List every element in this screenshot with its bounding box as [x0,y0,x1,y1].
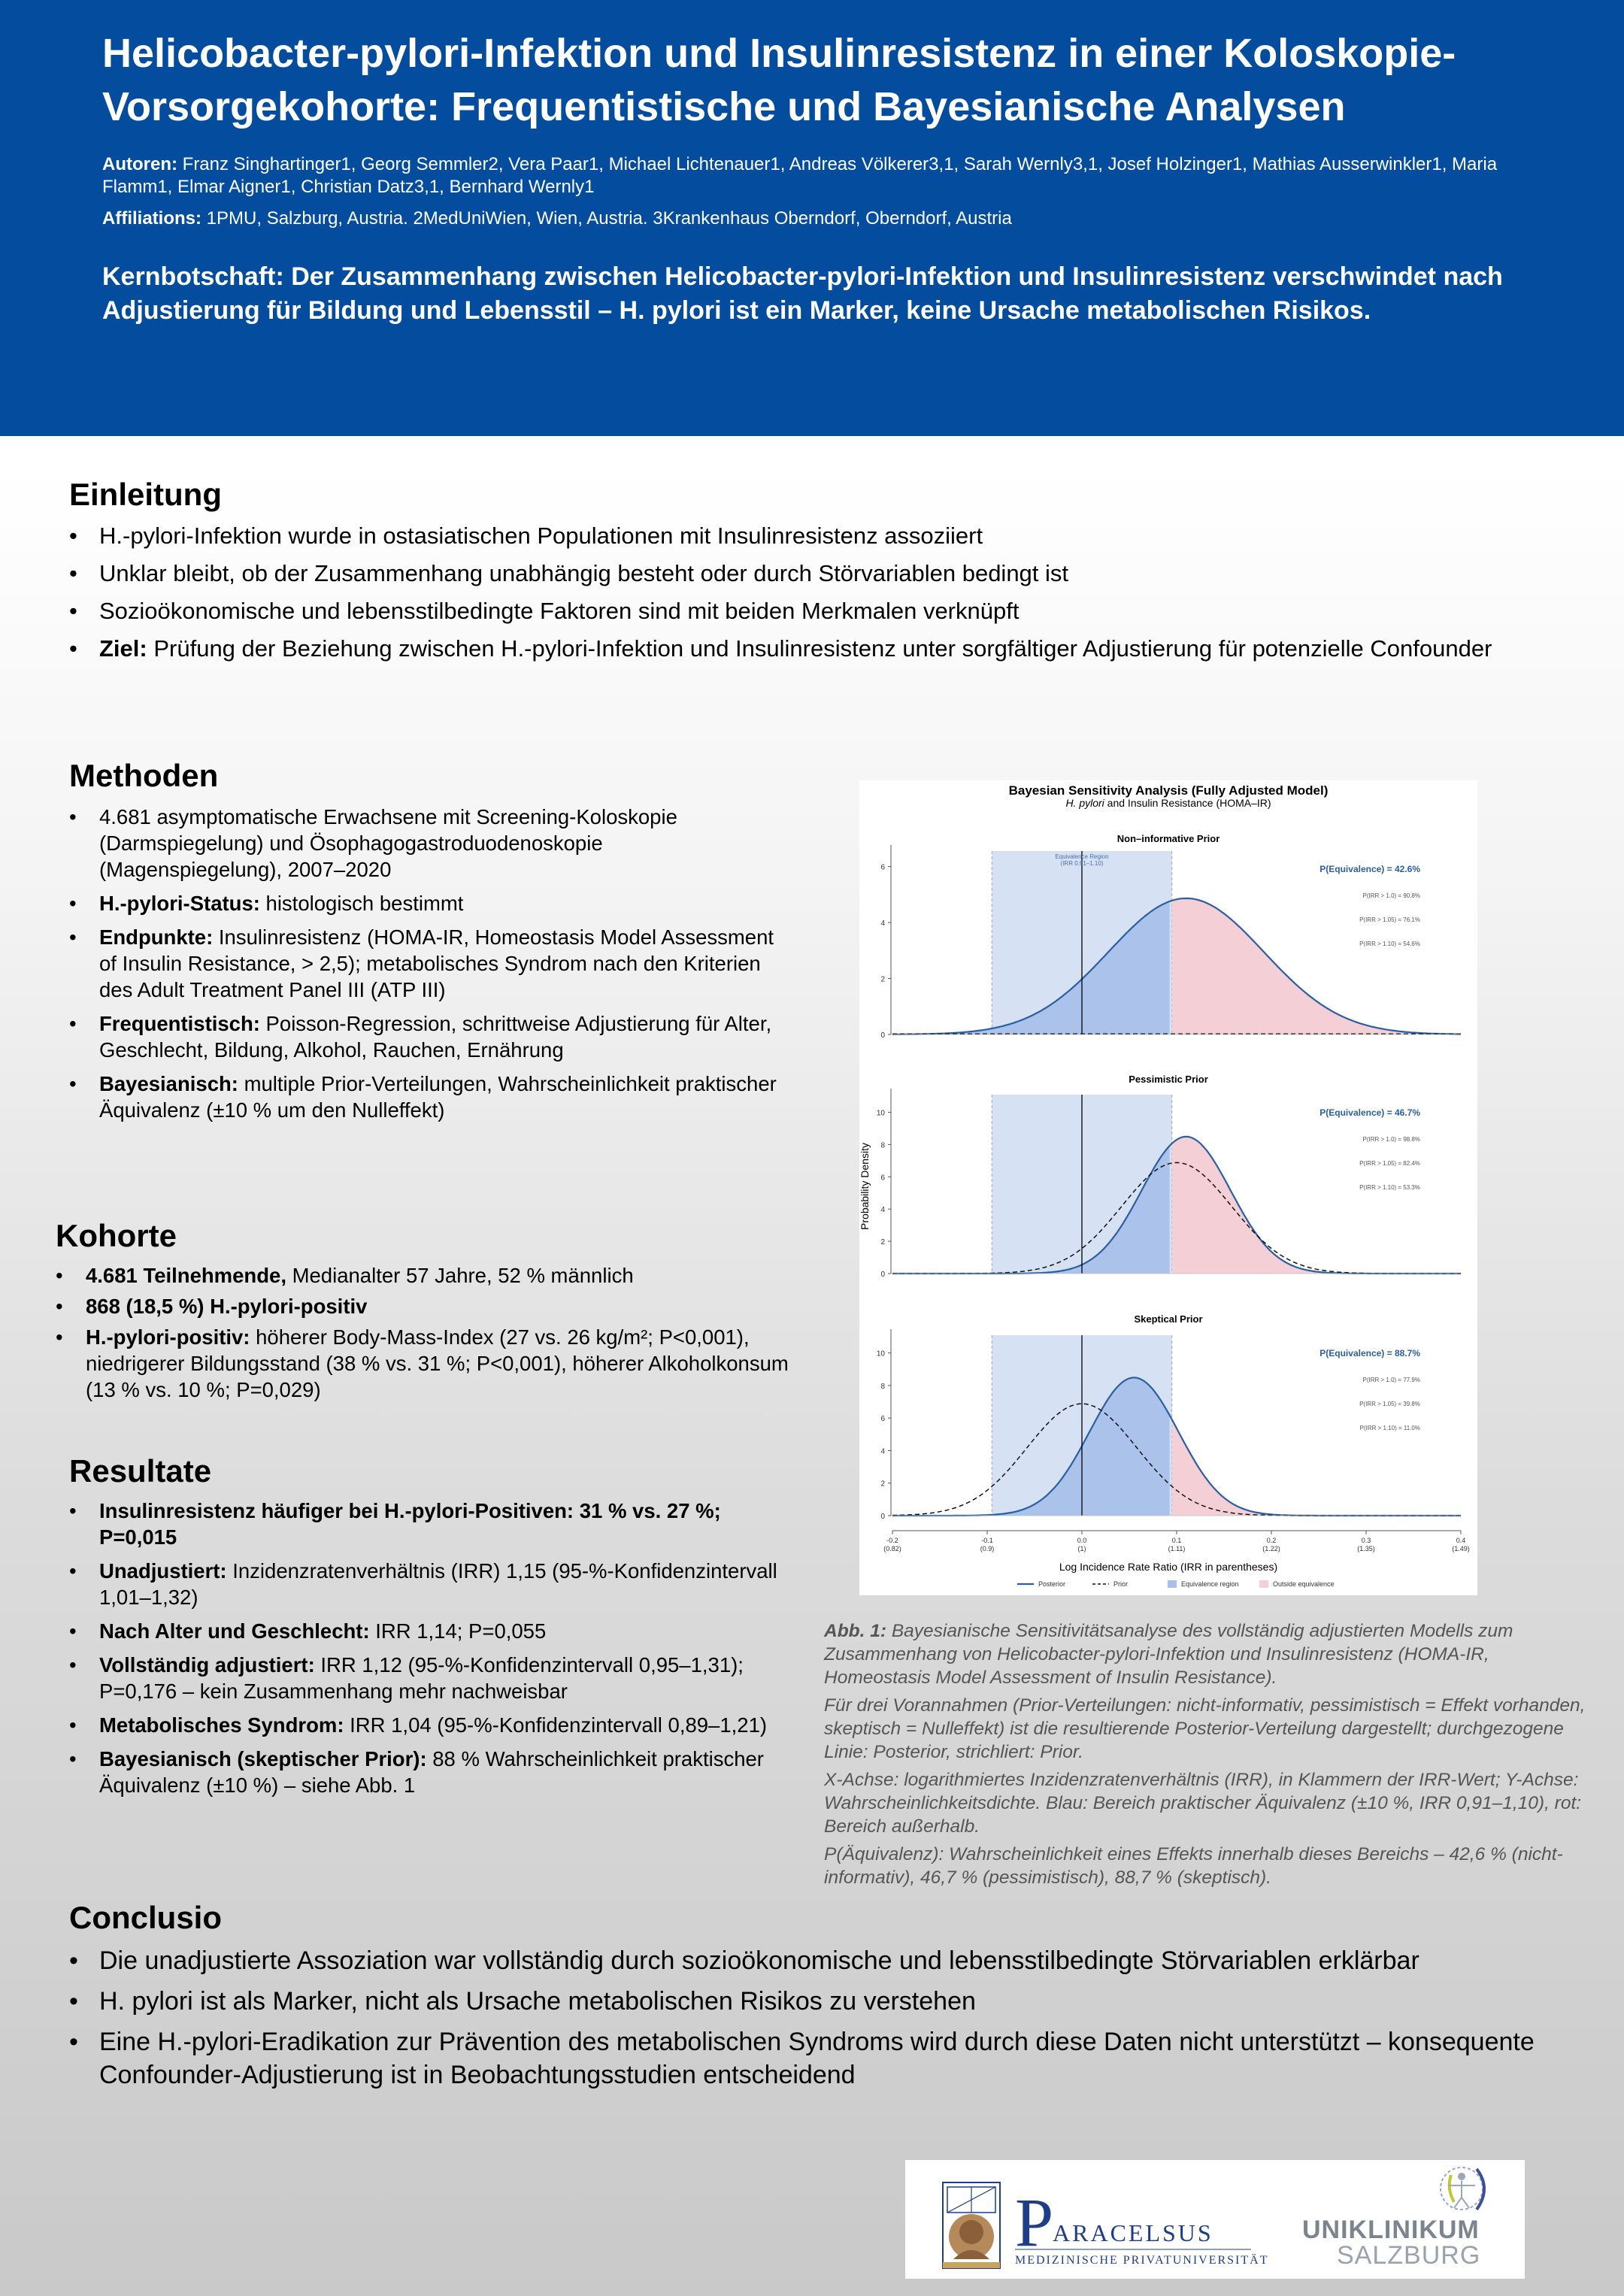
list-item [69,1010,791,1063]
y-tick-label: 2 [880,975,885,984]
y-tick-label: 0 [880,1271,885,1279]
list-item [69,633,1498,664]
y-tick-label: 6 [880,1415,885,1424]
x-tick-irr-label: (1.35) [1357,1545,1375,1552]
methoden-list [69,804,791,1131]
legend-outside-label: Outside equivalence [1273,1580,1335,1588]
y-tick-label: 4 [880,919,885,928]
probability-label: P(IRR > 1.10) = 53.3% [1359,1184,1420,1191]
x-tick-irr-label: (1) [1077,1545,1086,1552]
paracelsus-initial: P [1015,2184,1054,2261]
affiliations-label: Affiliations: [102,208,201,229]
item-label: 868 (18,5 %) H.-pylori-positiv [86,1295,368,1318]
legend-equivalence-label: Equivalence region [1181,1580,1239,1588]
figure-caption [824,1619,1591,1894]
affiliations-line [102,207,1549,230]
equivalence-label: (IRR 0.91–1.10) [1060,860,1104,867]
item-text: IRR 1,12 (95-%-Konfidenzintervall 0,95–1,31); P=0,176 – kein Zusammenhang mehr nachweisbar [99,1653,744,1703]
logos [905,2160,1525,2279]
item-text: 88 % Wahrscheinlichkeit praktischer Äquivalenz (±10 %) – siehe Abb. 1 [99,1747,764,1797]
figure-1 [859,780,1477,1595]
list-item [69,890,791,916]
p-equivalence-label: P(Equivalence) = 42.6% [1320,864,1420,874]
item-label: H.-pylori-Status: [99,892,260,915]
chart-legend [1017,1580,1335,1588]
x-tick-label: 0.2 [1266,1537,1277,1544]
caption-paragraph: P(Äquivalenz): Wahrscheinlichkeit eines Effekts innerhalb dieses Bereichs – 42,6 % (nicht-informativ), 46,7 % (pessimistisch), 88,7 % (skeptisch). [824,1844,1563,1888]
list-item [69,1558,791,1610]
item-label: Vollständig adjustiert: [99,1653,315,1677]
chart-panel [877,1074,1461,1279]
x-tick-irr-label: (1.11) [1168,1545,1186,1552]
item-text: Medianalter 57 Jahre, 52 % männlich [286,1264,634,1287]
x-axis-label: Log Incidence Rate Ratio (IRR in parentheses) [1059,1561,1278,1573]
uniklinikum-figure-icon [1441,2167,1484,2210]
uniklinikum-line1: UNIKLINIKUM [1302,2216,1480,2244]
list-item [56,1262,800,1289]
affiliations-text: 1PMU, Salzburg, Austria. 2MedUniWien, Wien, Austria. 3Krankenhaus Oberndorf, Oberndorf, Austria [206,208,1012,229]
y-tick-label: 6 [880,863,885,872]
item-text: IRR 1,04 (95-%-Konfidenzintervall 0,89–1,21) [344,1713,768,1737]
posterior-area-outside [1172,1137,1461,1274]
list-item: • Eine H.-pylori-Eradikation zur Prävention des metabolischen Syndroms wird durch diese Daten nicht unterstützt – konsequente Confounder-Adjustierung ist in Beobachtungsstudien entscheidend [69,2025,1558,2092]
item-text: Poisson-Regression, schrittweise Adjustierung für Alter, Geschlecht, Bildung, Alkohol, Rauchen, Ernährung [99,1012,772,1062]
probability-label: P(IRR > 1.05) = 82.4% [1359,1160,1420,1167]
item-label: Metabolisches Syndrom: [99,1713,344,1737]
legend-outside-swatch [1259,1580,1268,1588]
y-tick-label: 0 [880,1031,885,1040]
y-tick-label: 2 [880,1480,885,1489]
y-tick-label: 8 [880,1141,885,1150]
list-item [69,924,791,1003]
x-tick-irr-label: (0.9) [980,1545,995,1552]
panel-title: Non–informative Prior [1116,833,1220,844]
list-item [56,1293,800,1319]
x-tick-label: 0.0 [1077,1537,1087,1544]
list-item: • Die unadjustierte Assoziation war vollständig durch sozioökonomische und lebensstilbedingte Störvariablen erklärbar [69,1944,1558,1977]
list-item [69,1652,791,1704]
equivalence-label: Equivalence Region [1055,853,1109,860]
probability-label: P(IRR > 1.0) = 90.8% [1362,892,1420,899]
uniklinikum-line2: SALZBURG [1337,2241,1481,2270]
y-tick-label: 0 [880,1513,885,1521]
item-text: histologisch bestimmt [259,892,464,915]
y-tick-label: 4 [880,1206,885,1215]
item-label: Frequentistisch: [99,1012,260,1035]
list-item [69,1071,791,1123]
resultate-list [69,1498,791,1806]
list-item: • H.-pylori-Infektion wurde in ostasiatischen Populationen mit Insulinresistenz assoziiert [69,520,1498,551]
poster-header [0,0,1624,436]
p-equivalence-label: P(Equivalence) = 46.7% [1320,1107,1420,1118]
poster-title: Helicobacter-pylori-Infektion und Insulinresistenz in einer Koloskopie-Vorsorgekohorte: Frequentistische und Bayesianische Analysen [102,31,1456,129]
caption-text: Bayesianische Sensitivitätsanalyse des vollständig adjustierten Modells zum Zusammenhang von Helicobacter-pylori-Infektion und Insulinresistenz (HOMA-IR, Homeostasis Model Assessment of Insulin Resistance). [824,1621,1513,1688]
goal-label: Ziel: [99,635,147,662]
authors-label: Autoren: [102,154,177,174]
item-text: IRR 1,14; P=0,055 [369,1619,547,1643]
item-text: Insulinresistenz (HOMA-IR, Homeostasis Model Assessment of Insulin Resistance, > 2,5); metabolisches Syndrom nach den Kriterien des Adult Treatment Panel III (ATP III) [99,925,774,1001]
x-tick-label: -0.2 [886,1537,898,1544]
chart-panel [877,1313,1461,1521]
list-item [56,1324,800,1403]
caption-label: Abb. 1: [824,1621,887,1641]
item-text: Inzidenzratenverhältnis (IRR) 1,15 (95-%-Konfidenzintervall 1,01–1,32) [99,1559,777,1609]
item-label: Bayesianisch (skeptischer Prior): [99,1747,427,1770]
list-item [69,1618,791,1644]
item-label: Insulinresistenz häufiger bei H.-pylori-Positiven: 31 % vs. 27 %; P=0,015 [99,1499,721,1549]
list-item: • Sozioökonomische und lebensstilbedingte Faktoren sind mit beiden Merkmalen verknüpft [69,595,1498,626]
x-tick-irr-label: (1.49) [1452,1545,1470,1552]
probability-label: P(IRR > 1.05) = 76.1% [1359,916,1420,923]
x-axis [883,1531,1470,1552]
item-label: 4.681 Teilnehmende, [86,1264,286,1287]
caption-paragraph: Für drei Vorannahmen (Prior-Verteilungen: nicht-informativ, pessimistisch = Effekt vorhanden, skeptisch = Nulleffekt) ist die resultierende Posterior-Verteilung dargestellt; durchgezogene Linie: Posterior, strichliert: Prior. [824,1695,1586,1762]
logo-bar [905,2160,1525,2279]
chart-title: Bayesian Sensitivity Analysis (Fully Adjusted Model) [1008,783,1329,798]
einleitung-list [69,520,1498,671]
y-tick-label: 4 [880,1447,885,1456]
y-tick-label: 8 [880,1382,885,1391]
key-message: Kernbotschaft: Der Zusammenhang zwischen Helicobacter-pylori-Infektion und Insulinresistenz verschwindet nach Adjustierung für Bildung und Lebensstil – H. pylori ist ein Marker, keine Ursache metabolischen Risikos. [102,262,1503,325]
conclusio-heading: Conclusio [69,1900,223,1935]
chart-subtitle [1065,797,1271,809]
authors-text: Franz Singhartinger1, Georg Semmler2, Vera Paar1, Michael Lichtenauer1, Andreas Völkerer3,1, Sarah Wernly3,1, Josef Holzinger1, Mathias Ausserwinkler1, Maria Flamm1, Elmar Aigner1, Christian Datz3,1, Bernhard Wernly1 [102,154,1498,197]
y-tick-label: 2 [880,1238,885,1247]
authors-line [102,153,1549,198]
item-label: Bayesianisch: [99,1072,238,1095]
item-label: H.-pylori-positiv: [86,1325,250,1349]
caption-paragraph: X-Achse: logarithmiertes Inzidenzratenverhältnis (IRR), in Klammern der IRR-Wert; Y-Achse: Wahrscheinlichkeitsdichte. Blau: Bereich praktischer Äquivalenz (±10 %, IRR 0,91–1,10), rot: Bereich außerhalb. [824,1770,1582,1837]
chart-subtitle-italic: H. pylori [1065,797,1104,809]
caption-paragraph [824,1619,1591,1689]
kohorte-list [56,1262,800,1410]
legend-equivalence-swatch [1168,1580,1177,1588]
paracelsus-subtitle: MEDIZINISCHE PRIVATUNIVERSITÄT [1015,2254,1269,2267]
x-tick-label: -0.1 [981,1537,993,1544]
panel-title: Pessimistic Prior [1129,1074,1208,1085]
x-tick-label: 0.3 [1361,1537,1371,1544]
list-item [69,1746,791,1798]
paracelsus-crest-icon [943,2182,1000,2268]
chart-subtitle-rest: and Insulin Resistance (HOMA–IR) [1104,797,1271,809]
probability-label: P(IRR > 1.10) = 11.0% [1359,1425,1420,1431]
item-text: höherer Body-Mass-Index (27 vs. 26 kg/m²; P<0,001), niedrigerer Bildungsstand (38 % vs. 31 %; P<0,001), höherer Alkoholkonsum (13 % vs. 10 %; P=0,029) [86,1325,789,1401]
probability-label: P(IRR > 1.05) = 39.8% [1359,1401,1420,1407]
chart-panel [880,833,1461,1040]
y-axis-label: Probability Density [859,1143,871,1230]
y-tick-label: 10 [876,1349,885,1359]
item-label: Unadjustiert: [99,1559,227,1583]
x-tick-irr-label: (1.22) [1262,1545,1280,1552]
list-item: • H. pylori ist als Marker, nicht als Ursache metabolischen Risikos zu verstehen [69,1985,1558,2018]
bayesian-chart [859,780,1477,1595]
methoden-heading: Methoden [69,758,219,793]
goal-text: Prüfung der Beziehung zwischen H.-pylori-Infektion und Insulinresistenz unter sorgfältiger Adjustierung für potenzielle Confounder [147,635,1492,662]
item-label: Endpunkte: [99,925,214,949]
panel-title: Skeptical Prior [1134,1313,1203,1325]
probability-label: P(IRR > 1.0) = 98.8% [1362,1136,1420,1143]
einleitung-heading: Einleitung [69,477,222,512]
list-item: • 4.681 asymptomatische Erwachsene mit Screening-Koloskopie (Darmspiegelung) und Ösophagogastroduodenoskopie (Magenspiegelung), 2007–2020 [69,804,791,883]
y-tick-label: 6 [880,1174,885,1183]
legend-posterior-label: Posterior [1038,1580,1066,1588]
item-label: Nach Alter und Geschlecht: [99,1619,370,1643]
list-item [69,1498,791,1550]
resultate-heading: Resultate [69,1453,212,1489]
x-tick-label: 0.4 [1456,1537,1466,1544]
probability-label: P(IRR > 1.10) = 54.6% [1359,941,1420,947]
posterior-area-outside [1172,1419,1461,1516]
legend-prior-label: Prior [1113,1580,1129,1588]
p-equivalence-label: P(Equivalence) = 88.7% [1320,1348,1420,1359]
paracelsus-name: ARACELSUS [1053,2219,1213,2246]
chart-panels [877,833,1461,1521]
y-tick-label: 10 [876,1109,885,1118]
probability-label: P(IRR > 1.0) = 77.9% [1362,1377,1420,1383]
item-text: multiple Prior-Verteilungen, Wahrscheinlichkeit praktischer Äquivalenz (±10 % um den Nulleffekt) [99,1072,777,1122]
list-item: • Unklar bleibt, ob der Zusammenhang unabhängig besteht oder durch Störvariablen bedingt ist [69,558,1498,589]
list-item [69,1712,791,1738]
conclusio-list [69,1944,1558,2099]
kohorte-heading: Kohorte [56,1218,177,1253]
x-tick-label: 0.1 [1171,1537,1182,1544]
x-tick-irr-label: (0.82) [883,1545,901,1552]
